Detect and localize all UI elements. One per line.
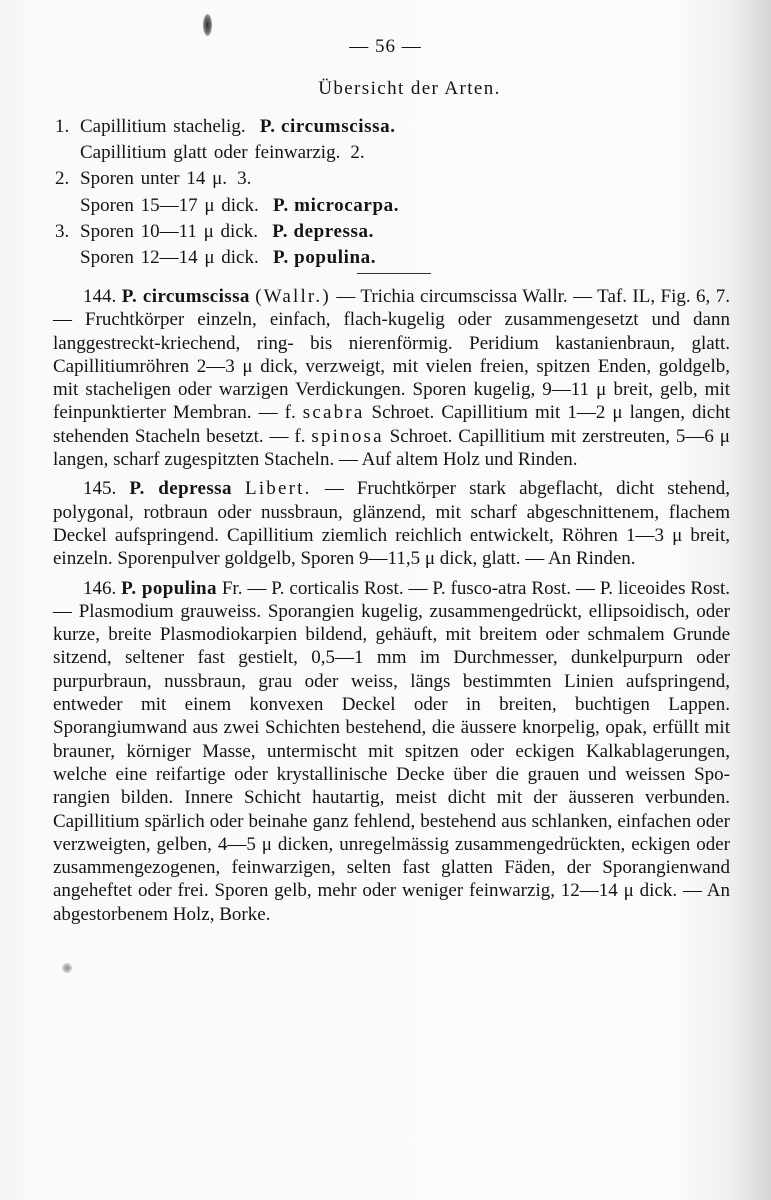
- entry-text: Schroet. Capillitium mit zerstreuten, 5—6 μ langen, scharf zugespitzten Stacheln. — Auf altem Holz und Rinden.: [53, 425, 730, 471]
- key-description: Capillitium stachelig.: [80, 116, 246, 137]
- key-number: 3.: [55, 220, 70, 242]
- key-description: Capillitium glatt oder feinwarzig.: [80, 142, 341, 164]
- key-line: [55, 114, 399, 140]
- species-authority: Fr.: [221, 577, 243, 599]
- ink-smudge: [62, 963, 72, 973]
- entry-text: Schroet. Capillitium mit 1—2 μ langen, dicht stehenden Stacheln besetzt. — f.: [53, 402, 730, 447]
- key-reference: 2.: [350, 142, 365, 164]
- entry-number: 145.: [83, 478, 117, 500]
- species-entry-144: [53, 285, 730, 471]
- key-description: Sporen 15—17 μ dick.: [80, 194, 259, 216]
- form-name: spinosa: [311, 425, 384, 447]
- entry-number: 146.: [83, 577, 117, 599]
- key-reference: 3.: [237, 168, 252, 190]
- species-name: P. circumscissa: [121, 286, 250, 307]
- form-name: scabra: [302, 402, 365, 424]
- entry-number: 144.: [83, 286, 117, 307]
- key-line: [55, 166, 399, 192]
- ink-blot: [203, 14, 212, 36]
- species-entry-145: [53, 477, 730, 570]
- key-line: [55, 245, 399, 271]
- key-line: [55, 140, 399, 166]
- entry-text: — P. corticalis Rost. — P. fusco-atra Rost. — P. liceoides Rost. — Plasmodium grauweiss. Sporangien kugelig, zusammengedrückt, ellipsoidisch, oder kurze, breite Plasmodiokarpien bildend, gehäuft, mit breitem oder schmalem Grunde sitzend, seltener fast gestielt, 0,5—1 mm im Durchmesser, dunkelpurpurn oder purpurbraun, nussbraun, grau oder weiss, längs bestimmten Linien aufspringend, entweder mit einem konvexen Deckel oder in breiten, buchtigen Lappen. Sporangiumwand aus zwei Schichten bestehend, die äussere knorpelig, opak, erfüllt mit brauner, körniger Masse, untermischt mit spitzen oder eckigen Kalkablagerungen, welche eine reifartige oder krystallinische Decke über die grauen und weissen Sporangien bilden. Innere Schicht hautartig, meist dicht mit der äusseren verbunden. Capillitium spärlich oder beinahe ganz fehlend, bestehend aus schlanken, einfachen oder verzweigten, gelben, 4—5 μ dicken, unregelmässig zusammengedrückten, eckigen oder zusammengezogenen, feinwarzigen, selten fast glatten Fäden, der Sporangienwand angeheftet oder frei. Sporen gelb, mehr oder weniger feinwarzig, 12—14 μ dick. — An abgestorbenem Holz, Borke.: [53, 577, 731, 925]
- species-key: [55, 114, 399, 271]
- section-divider: [357, 273, 431, 274]
- key-description: Sporen 12—14 μ dick.: [80, 246, 259, 268]
- key-description: Sporen 10—11 μ dick.: [80, 220, 259, 242]
- entry-text: — Trichia circumscissa Wallr. — Taf. IL, Fig. 6, 7. — Fruchtkörper einzeln, einfach, flach-kugelig oder zusammengesetzt und dann langgestreckt-kriechend, ring- bis nierenförmig. Peridium kastanienbraun, glatt. Capillitiumröhren 2—3 μ dick, verzweigt, mit vielen freien, spitzen Enden, goldgelb, mit stacheligen oder warzigen Verdickungen. Sporen kugelig, 9—11 μ breit, gelb, mit feinpunktierter Membran. — f.: [53, 286, 730, 424]
- species-entry-146: [53, 577, 730, 926]
- species-name: P. depressa: [129, 478, 232, 500]
- key-result: P. circumscissa.: [259, 116, 396, 137]
- key-result: P. populina.: [272, 246, 377, 268]
- key-line: [55, 219, 399, 245]
- page-number: — 56 —: [349, 36, 422, 57]
- species-descriptions: [53, 285, 730, 932]
- key-number: 2.: [55, 168, 70, 190]
- key-description: Sporen unter 14 μ.: [80, 168, 228, 190]
- species-authority: (Wallr.): [255, 286, 331, 307]
- key-line: [55, 193, 399, 219]
- species-authority: Libert.: [245, 478, 312, 500]
- key-result: P. depressa.: [272, 220, 374, 242]
- section-heading: Übersicht der Arten.: [318, 78, 501, 99]
- species-name: P. populina: [121, 577, 217, 599]
- key-number: 1.: [55, 116, 70, 137]
- entry-text: — Fruchtkörper stark abgeflacht, dicht stehend, polygonal, rotbraun oder nussbraun, glänzend, mit scharf abgeschnittenem, flachem Deckel aufspringend. Capillitium ziemlich reichlich entwickelt, Röhren 1—3 μ breit, einzeln. Sporenpulver goldgelb, Sporen 9—11,5 μ dick, glatt. — An Rinden.: [53, 478, 731, 570]
- key-result: P. microcarpa.: [272, 194, 400, 216]
